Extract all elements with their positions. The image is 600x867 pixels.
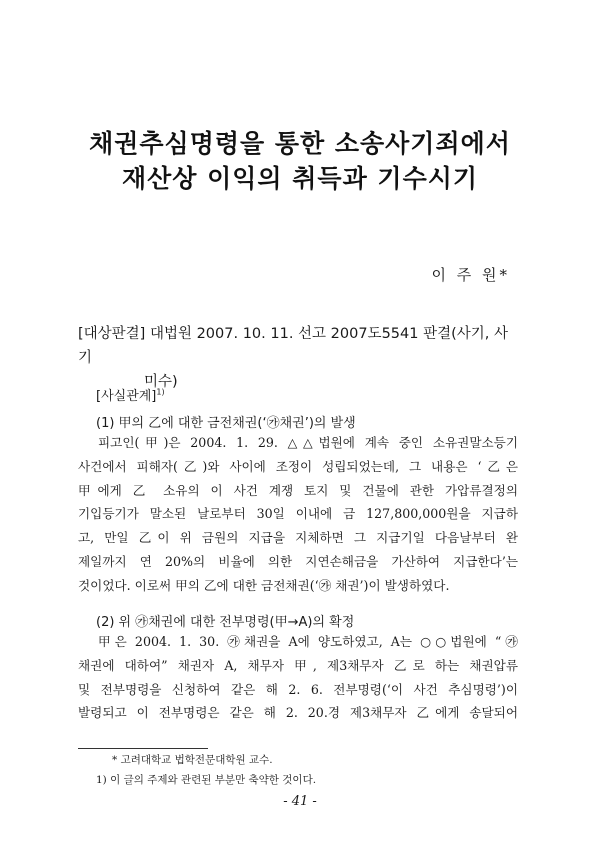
section-2-paragraph bbox=[78, 630, 518, 725]
title-line-1: 채권추심명령을 통한 소송사기죄에서 bbox=[89, 129, 511, 158]
paragraph-line: 甲은 2004. 1. 30. ㉮채권을 A에 양도하였고, A는 ○○법원에 “㉮ bbox=[98, 634, 518, 649]
case-reference-line-1: [대상판결] 대법원 2007. 10. 11. 선고 2007도5541 판결(사기, 사기 bbox=[78, 326, 508, 366]
page-number: - 41 - bbox=[283, 794, 317, 809]
paragraph-line: 것이었다. 이로써 甲의 乙에 대한 금전채권(‘㉮ 채권’)이 발생하였다. bbox=[78, 577, 450, 593]
paragraph-line: 고, 만일 乙이 위 금원의 지급을 지체하면 그 지급기일 다음날부터 완 bbox=[78, 530, 518, 546]
case-reference bbox=[78, 322, 518, 394]
footnote-1: 1) 이 글의 주제와 관련된 부분만 축약한 것이다. bbox=[96, 774, 317, 786]
paragraph-line: 피고인(甲)은 2004. 1. 29. △△법원에 계속 중인 소유권말소등기 bbox=[98, 435, 518, 450]
paragraph-line: 甲에게 乙 소유의 이 사건 계쟁 토지 및 건물에 관한 가압류결정의 bbox=[78, 482, 518, 498]
section-2-heading: (2) 위 ㉮채권에 대한 전부명령(甲→A)의 확정 bbox=[96, 615, 355, 630]
facts-heading-label: [사실관계] bbox=[96, 389, 157, 404]
section-1-heading: (1) 甲의 乙에 대한 금전채권(‘㉮채권’)의 발생 bbox=[96, 416, 356, 431]
footnote-ref-1: 1) bbox=[156, 387, 165, 397]
paragraph-line: 및 전부명령을 신청하여 같은 해 2. 6. 전부명령(‘이 사건 추심명령’)이 bbox=[78, 681, 518, 697]
footnote-divider bbox=[78, 748, 208, 749]
section-1-paragraph bbox=[78, 431, 518, 598]
facts-heading bbox=[96, 385, 165, 404]
paragraph-line: 제일까지 연 20%의 비율에 의한 지연손해금을 가산하여 지급한다’는 bbox=[78, 553, 518, 569]
paragraph-line: 채권에 대하여” 채권자 A, 채무자 甲, 제3채무자 乙로 하는 채권압류 bbox=[78, 657, 518, 673]
title-line-2: 재산상 이익의 취득과 기수시기 bbox=[121, 164, 479, 193]
case-reference-line-2: 미수) bbox=[144, 374, 178, 390]
paragraph-line: 기입등기가 말소된 날로부터 30일 이내에 금 127,800,000원을 지급하 bbox=[78, 506, 518, 522]
author: 이 주 원* bbox=[431, 266, 510, 284]
footnote-author: * 고려대학교 법학전문대학원 교수. bbox=[112, 754, 273, 766]
paragraph-line: 사건에서 피해자(乙)와 사이에 조정이 성립되었는데, 그 내용은 ‘乙은 bbox=[78, 458, 518, 474]
paragraph-line: 발령되고 이 전부명령은 같은 해 2. 20.경 제3채무자 乙에게 송달되어 bbox=[78, 705, 518, 721]
